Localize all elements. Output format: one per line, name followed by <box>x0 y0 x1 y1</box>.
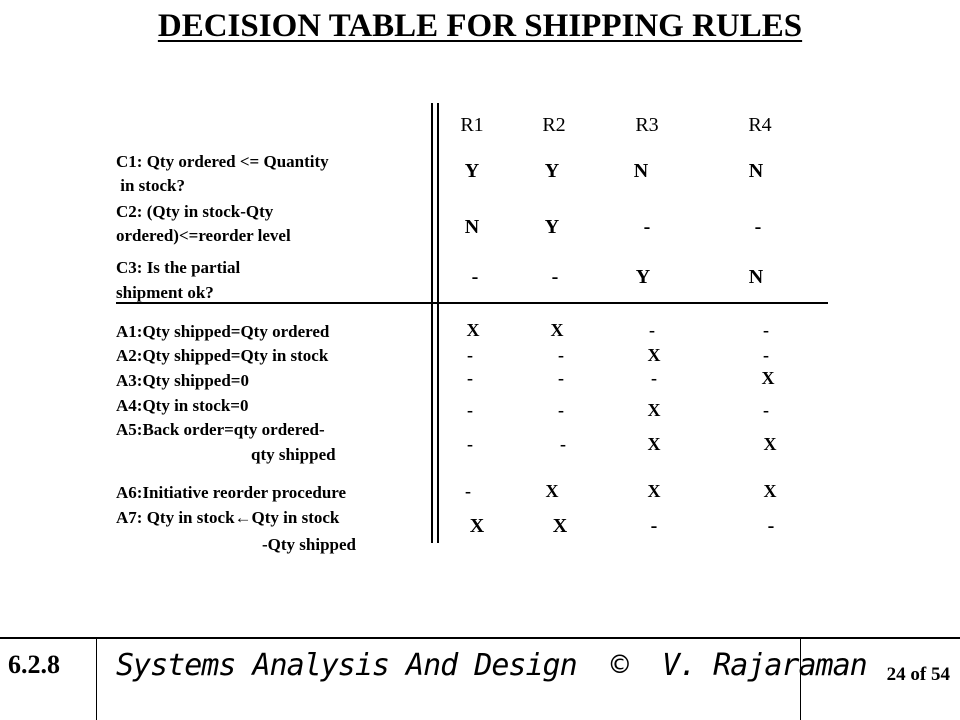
action-a7-label-line2: -Qty shipped <box>262 535 356 554</box>
a3-r2-value: - <box>558 368 564 388</box>
action-a2-label: A2:Qty shipped=Qty in stock <box>116 346 329 365</box>
action-a6-label: A6:Initiative reorder procedure <box>116 483 347 502</box>
c3-r3-value: Y <box>635 266 651 288</box>
condition-c1-label-line2: in stock? <box>116 176 185 195</box>
c1-r1-value: Y <box>464 160 480 182</box>
a6-r2-value: X <box>545 481 559 501</box>
conditions-actions-divider <box>116 302 828 304</box>
c2-r3-value: - <box>643 216 651 238</box>
a1-r4-value: - <box>763 320 769 340</box>
a1-r2-value: X <box>550 320 564 340</box>
c1-r4-value: N <box>748 160 764 182</box>
footer-top-rule <box>0 637 960 639</box>
table-vertical-divider-1 <box>431 103 433 543</box>
c3-r1-value: - <box>471 266 479 288</box>
a2-r1-value: - <box>467 345 473 365</box>
a5-r4-value: X <box>763 434 777 454</box>
condition-c1-label-line1: C1: Qty ordered <= Quantity <box>116 152 329 171</box>
a6-r4-value: X <box>763 481 777 501</box>
action-a3-label: A3:Qty shipped=0 <box>116 371 249 390</box>
condition-c3-label-line2: shipment ok? <box>116 283 214 302</box>
a7-r2-value: X <box>552 515 568 537</box>
a6-r1-value: - <box>465 481 471 501</box>
a4-r4-value: - <box>763 400 769 420</box>
c3-r2-value: - <box>551 266 559 288</box>
rule-header-r1: R1 <box>460 114 484 136</box>
c2-r1-value: N <box>464 216 480 238</box>
c2-r2-value: Y <box>544 216 560 238</box>
a3-r1-value: - <box>467 368 473 388</box>
a4-r3-value: X <box>647 400 661 420</box>
action-a5-label-line1: A5:Back order=qty ordered- <box>116 420 325 439</box>
c2-r4-value: - <box>754 216 762 238</box>
a2-r3-value: X <box>647 345 661 365</box>
a2-r2-value: - <box>558 345 564 365</box>
a3-r3-value: - <box>651 368 657 388</box>
a3-r4-value: X <box>761 368 775 388</box>
a5-r1-value: - <box>467 434 473 454</box>
course-credit: Systems Analysis And Design © V. Rajaraman <box>116 648 867 683</box>
action-a4-label: A4:Qty in stock=0 <box>116 396 249 415</box>
action-a5-label-line2: qty shipped <box>251 445 336 464</box>
c1-r3-value: N <box>633 160 649 182</box>
rule-header-r3: R3 <box>635 114 659 136</box>
footer-left-divider <box>96 639 97 720</box>
a7-r4-value: - <box>767 515 775 537</box>
a4-r2-value: - <box>558 400 564 420</box>
c1-r2-value: Y <box>544 160 560 182</box>
section-number: 6.2.8 <box>8 650 60 679</box>
a4-r1-value: - <box>467 400 473 420</box>
a5-r3-value: X <box>647 434 661 454</box>
table-vertical-divider-2 <box>437 103 439 543</box>
page-title: DECISION TABLE FOR SHIPPING RULES <box>157 8 803 44</box>
a1-r3-value: - <box>649 320 655 340</box>
a2-r4-value: - <box>763 345 769 365</box>
rule-header-r2: R2 <box>542 114 566 136</box>
action-a7-label-line1: A7: Qty in stock←Qty in stock <box>116 508 340 527</box>
a7-r3-value: - <box>650 515 658 537</box>
action-a1-label: A1:Qty shipped=Qty ordered <box>116 322 330 341</box>
condition-c2-label-line1: C2: (Qty in stock-Qty <box>116 202 274 221</box>
c3-r4-value: N <box>748 266 764 288</box>
a1-r1-value: X <box>466 320 480 340</box>
condition-c2-label-line2: ordered)<=reorder level <box>116 226 291 245</box>
a7-r1-value: X <box>469 515 485 537</box>
page-counter: 24 of 54 <box>886 664 950 685</box>
rule-header-r4: R4 <box>748 114 772 136</box>
a6-r3-value: X <box>647 481 661 501</box>
a5-r2-value: - <box>560 434 566 454</box>
condition-c3-label-line1: C3: Is the partial <box>116 258 241 277</box>
